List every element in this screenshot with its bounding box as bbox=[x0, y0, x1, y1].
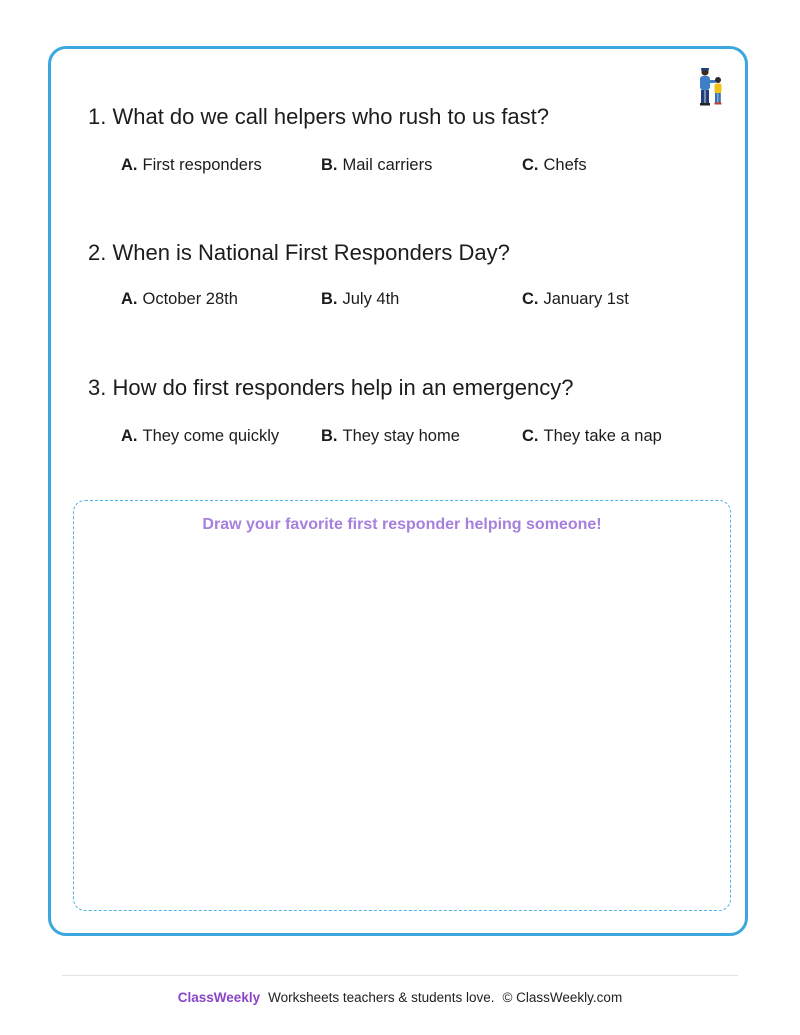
choice-text: They stay home bbox=[342, 427, 460, 445]
choice-letter: C. bbox=[522, 427, 539, 445]
choice-c[interactable] bbox=[522, 424, 662, 448]
answer-choices bbox=[88, 153, 728, 177]
drawing-area[interactable] bbox=[73, 500, 731, 911]
footer-copyright: © ClassWeekly.com bbox=[502, 990, 623, 1005]
choice-letter: A. bbox=[121, 427, 138, 445]
answer-choices bbox=[88, 424, 728, 448]
question-text: 2. When is National First Responders Day? bbox=[88, 240, 510, 265]
choice-letter: B. bbox=[321, 427, 338, 445]
choice-b[interactable] bbox=[321, 287, 399, 311]
question-text: 3. How do first responders help in an emergency? bbox=[88, 375, 574, 400]
choice-a[interactable] bbox=[121, 287, 238, 311]
footer-tagline: Worksheets teachers & students love. bbox=[268, 990, 495, 1005]
choice-text: They come quickly bbox=[142, 427, 280, 445]
choice-b[interactable] bbox=[321, 153, 432, 177]
choice-letter: C. bbox=[522, 290, 539, 308]
choice-letter: C. bbox=[522, 156, 539, 174]
question-3 bbox=[88, 374, 728, 448]
choice-letter: B. bbox=[321, 290, 338, 308]
choice-letter: B. bbox=[321, 156, 338, 174]
choice-letter: A. bbox=[121, 156, 138, 174]
choice-c[interactable] bbox=[522, 153, 587, 177]
choice-a[interactable] bbox=[121, 424, 279, 448]
footer bbox=[0, 990, 800, 1005]
choice-letter: A. bbox=[121, 290, 138, 308]
question-1 bbox=[88, 103, 728, 177]
choice-text: October 28th bbox=[142, 290, 238, 308]
choice-text: They take a nap bbox=[543, 427, 662, 445]
answer-choices bbox=[88, 287, 728, 311]
question-text: 1. What do we call helpers who rush to us fast? bbox=[88, 104, 550, 129]
footer-divider bbox=[62, 975, 738, 976]
footer-brand: ClassWeekly bbox=[177, 990, 261, 1005]
drawing-prompt: Draw your favorite first responder helping someone! bbox=[202, 516, 602, 533]
choice-text: Chefs bbox=[543, 156, 587, 174]
choice-a[interactable] bbox=[121, 153, 262, 177]
choice-c[interactable] bbox=[522, 287, 629, 311]
choice-text: January 1st bbox=[543, 290, 629, 308]
choice-text: July 4th bbox=[342, 290, 400, 308]
choice-text: Mail carriers bbox=[342, 156, 433, 174]
question-2 bbox=[88, 239, 728, 311]
choice-text: First responders bbox=[142, 156, 262, 174]
choice-b[interactable] bbox=[321, 424, 460, 448]
